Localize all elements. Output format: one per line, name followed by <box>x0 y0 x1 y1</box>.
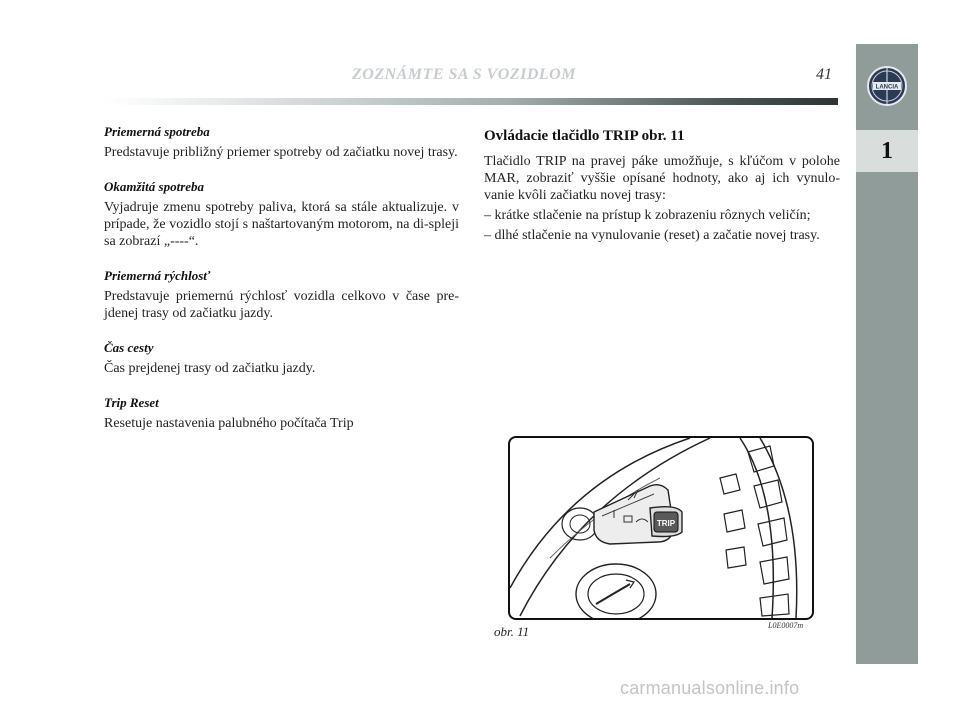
section-title: Okamžitá spotreba <box>104 179 205 194</box>
bullet-short-press: – krátke stlačenie na prístup k zobrazeniu rôznych veličín; <box>484 208 811 223</box>
figure-trip-lever <box>508 436 814 620</box>
brand-logo <box>856 44 918 128</box>
trip-button-heading: Ovládacie tlačidlo TRIP obr. 11 <box>484 128 685 144</box>
right-column <box>484 124 840 244</box>
chapter-sidebar <box>856 44 918 664</box>
section-title: Čas cesty <box>104 340 154 355</box>
section-average-consumption <box>104 124 459 161</box>
trip-lever-illustration <box>510 438 812 618</box>
section-text: Predstavuje priemernú rýchlosť vozidla celkovo v čase pre-jdenej trasy od začiatku jazdy. <box>104 289 459 321</box>
bullet-long-press: – dlhé stlačenie na vynulovanie (reset) a začatie novej trasy. <box>484 228 820 243</box>
section-text: Vyjadruje zmenu spotreby paliva, ktorá sa stále aktualizuje. v prípade, že vozidlo stojí s naštartovaným motorom, na di-spleji sa zobrazí „----“. <box>104 200 459 249</box>
watermark: carmanualsonline.info <box>620 678 800 698</box>
trip-button-label: TRIP <box>656 519 676 528</box>
figure-caption: obr. 11 <box>494 624 530 639</box>
section-instant-consumption <box>104 179 459 250</box>
section-text: Predstavuje približný priemer spotreby od začiatku novej trasy. <box>104 145 458 160</box>
trip-intro-text: Tlačidlo TRIP na pravej páke umožňuje, s kľúčom v polohe MAR, zobraziť vyššie opísané hodnoty, ako aj ich vynulo-vanie kvôli začiatku novej trasy: <box>484 154 840 203</box>
section-trip-reset <box>104 395 459 432</box>
left-column <box>104 124 459 450</box>
section-average-speed <box>104 268 459 322</box>
section-text: Resetuje nastavenia palubného počítača Trip <box>104 416 354 431</box>
section-text: Čas prejdenej trasy od začiatku jazdy. <box>104 361 316 376</box>
header-rule <box>104 98 838 105</box>
lancia-shield-icon <box>865 62 909 110</box>
chapter-number: 1 <box>856 130 918 172</box>
section-title: Trip Reset <box>104 395 159 410</box>
section-title: Priemerná spotreba <box>104 124 210 139</box>
logo-text: LANCIA <box>875 84 899 91</box>
running-header: ZOZNÁMTE SA S VOZIDLOM <box>352 66 576 83</box>
section-travel-time <box>104 340 459 377</box>
section-title: Priemerná rýchlosť <box>104 268 211 283</box>
page-number: 41 <box>816 66 832 83</box>
figure-code: L0E0007m <box>768 621 804 630</box>
